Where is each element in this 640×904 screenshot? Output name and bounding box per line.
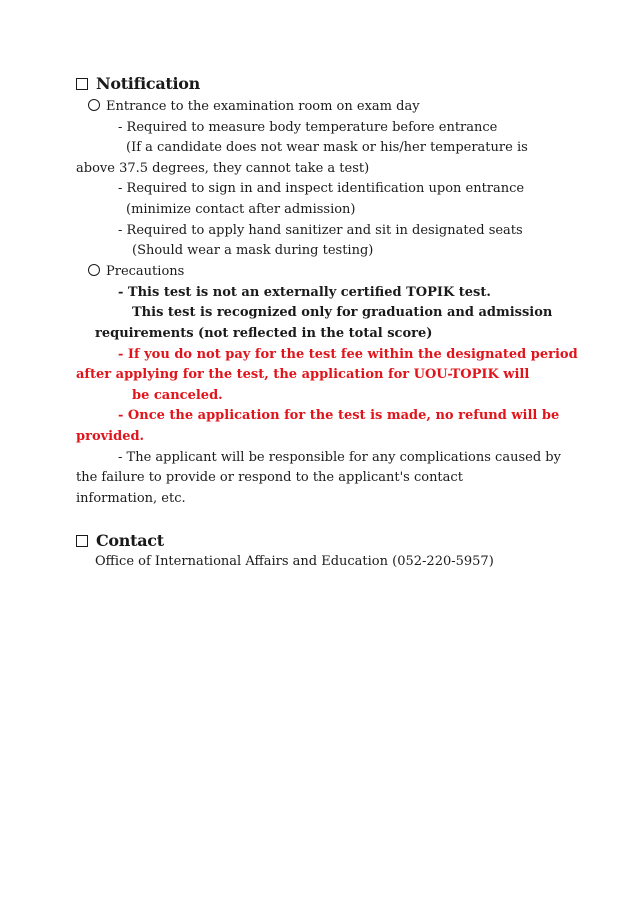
precaution-line: - The applicant will be responsible for any complications caused by <box>118 450 561 465</box>
entrance-line: - Required to apply hand sanitizer and sit in designated seats <box>118 223 523 238</box>
precaution-line: requirements (not reflected in the total score) <box>95 326 433 341</box>
circle-bullet-icon <box>88 264 100 276</box>
precaution-warning-line: - If you do not pay for the test fee within the designated period <box>118 347 578 362</box>
precaution-line: This test is recognized only for graduation and admission <box>132 305 553 320</box>
entrance-heading-text: Entrance to the examination room on exam day <box>106 99 420 114</box>
checkbox-square-icon <box>76 535 88 547</box>
precaution-warning-line: provided. <box>76 429 145 444</box>
entrance-line: (Should wear a mask during testing) <box>132 243 374 258</box>
checkbox-square-icon <box>76 78 88 90</box>
entrance-line: - Required to measure body temperature before entrance <box>118 120 498 135</box>
entrance-line: (minimize contact after admission) <box>126 202 356 217</box>
precaution-warning-line: be canceled. <box>132 388 223 403</box>
contact-info: Office of International Affairs and Education (052-220-5957) <box>95 554 494 569</box>
precautions-heading <box>88 264 184 280</box>
circle-bullet-icon <box>88 99 100 111</box>
precaution-warning-line: - Once the application for the test is made, no refund will be <box>118 408 560 423</box>
contact-heading <box>76 531 164 551</box>
precaution-line: - This test is not an externally certified TOPIK test. <box>118 285 491 300</box>
contact-title: Contact <box>96 531 164 550</box>
precaution-line: the failure to provide or respond to the applicant's contact <box>76 470 463 485</box>
entrance-heading <box>88 99 420 115</box>
notification-title: Notification <box>96 74 201 93</box>
entrance-line: (If a candidate does not wear mask or his/her temperature is <box>126 140 528 155</box>
precaution-line: information, etc. <box>76 491 186 506</box>
notification-heading <box>76 74 200 94</box>
precaution-warning-line: after applying for the test, the application for UOU-TOPIK will <box>76 367 530 382</box>
entrance-line: - Required to sign in and inspect identification upon entrance <box>118 181 525 196</box>
precautions-heading-text: Precautions <box>106 264 185 279</box>
entrance-line: above 37.5 degrees, they cannot take a test) <box>76 161 370 176</box>
